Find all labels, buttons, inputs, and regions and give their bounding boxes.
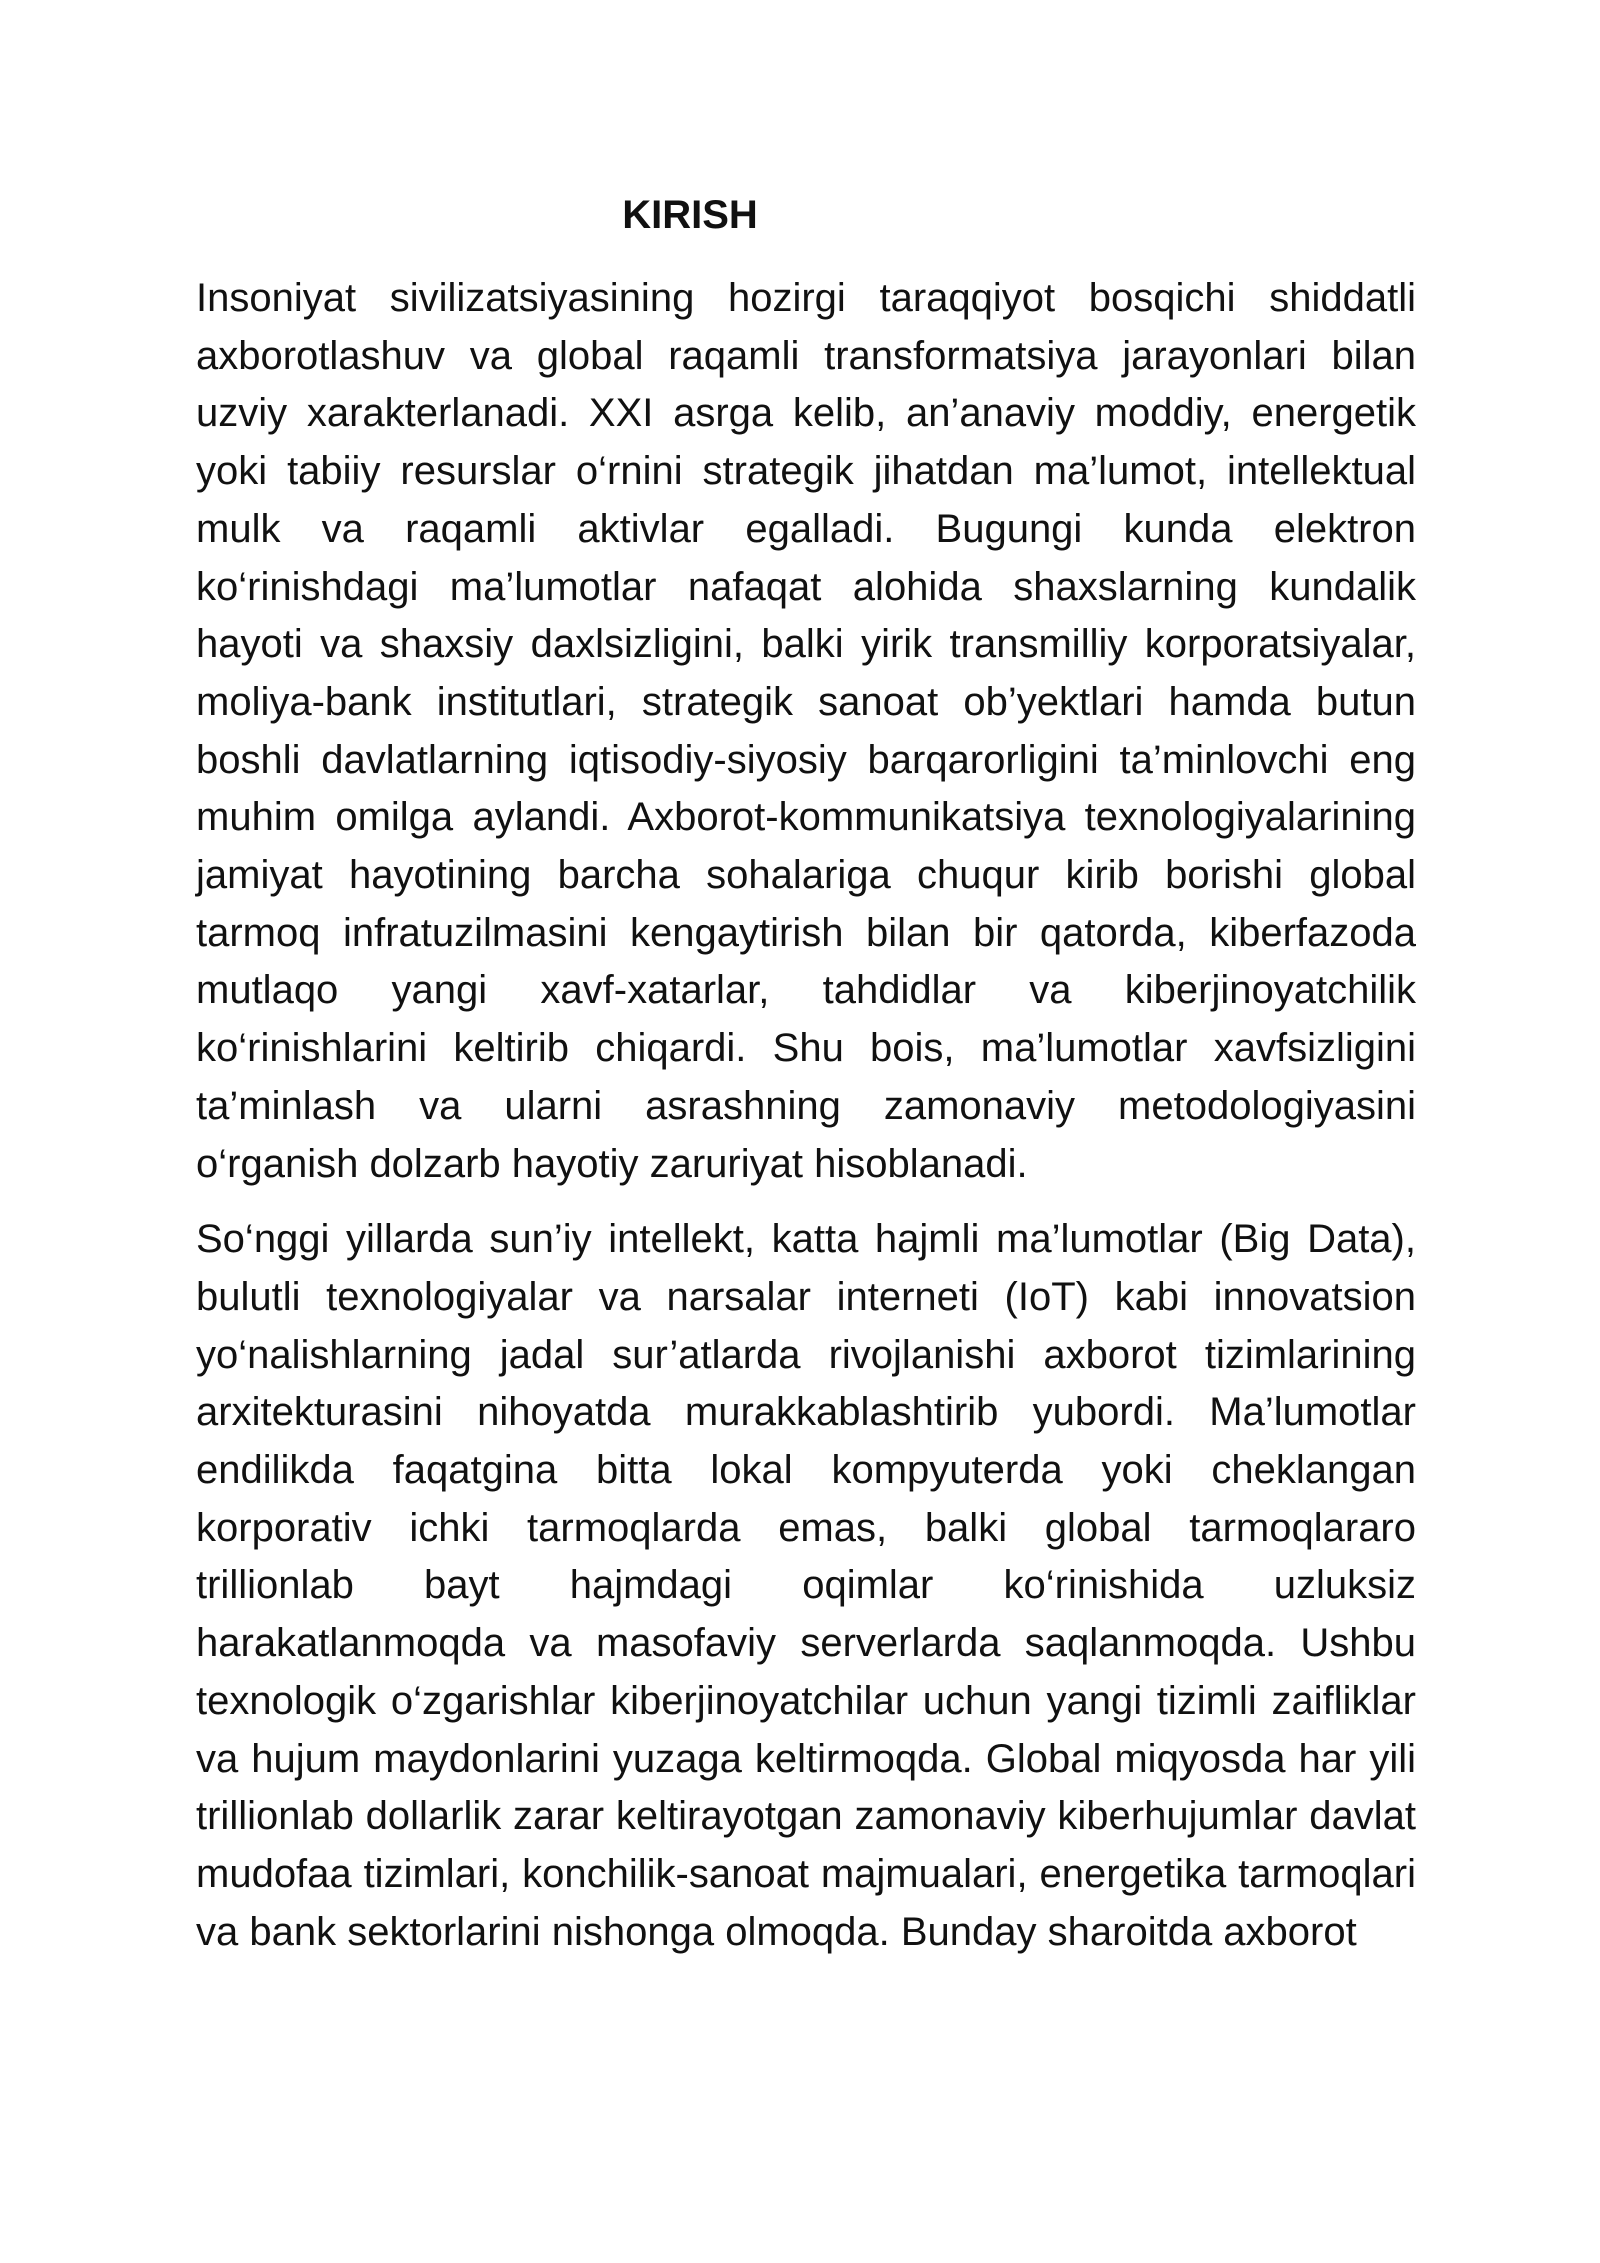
page-title: KIRISH (622, 193, 758, 237)
paragraph-1: Insoniyat sivilizatsiyasining hozirgi taraqqiyot bosqichi shiddatli axborotlashuv va global raqamli transformatsiya jarayonlari bilan uzviy xarakterlanadi. XXI asrga kelib, an’anaviy moddiy, energetik yoki tabiiy resurslar o‘rnini strategik jihatdan ma’lumot, intellektual mulk va raqamli aktivlar egalladi. Bugungi kunda elektron ko‘rinishdagi ma’lumotlar nafaqat alohida shaxslarning kundalik hayoti va shaxsiy daxlsizligini, balki yirik transmilliy korporatsiyalar, moliya-bank institutlari, strategik sanoat ob’yektlari hamda butun boshli davlatlarning iqtisodiy-siyosiy barqarorligini ta’minlovchi eng muhim omilga aylandi. Axborot-kommunikatsiya texnologiyalarining jamiyat hayotining barcha sohalariga chuqur kirib borishi global tarmoq infratuzilmasini kengaytirish bilan bir qatorda, kiberfazoda mutlaqo yangi xavf-xatarlar, tahdidlar va kiberjinoyatchilik ko‘rinishlarini keltirib chiqardi. Shu bois, ma’lumotlar xavfsizligini ta’minlash va ularni asrashning zamonaviy metodologiyasini o‘rganish dolzarb hayotiy zaruriyat hisoblanadi. (196, 276, 1416, 1186)
paragraph-2: So‘nggi yillarda sun’iy intellekt, katta hajmli ma’lumotlar (Big Data), bulutli texnologiyalar va narsalar interneti (IoT) kabi innovatsion yo‘nalishlarning jadal sur’atlarda rivojlanishi axborot tizimlarining arxitekturasini nihoyatda murakkablashtirib yubordi. Ma’lumotlar endilikda faqatgina bitta lokal kompyuterda yoki cheklangan korporativ ichki tarmoqlarda emas, balki global tarmoqlararo trillionlab bayt hajmdagi oqimlar ko‘rinishida uzluksiz harakatlanmoqda va masofaviy serverlarda saqlanmoqda. Ushbu texnologik o‘zgarishlar kiberjinoyatchilar uchun yangi tizimli zaifliklar va hujum maydonlarini yuzaga keltirmoqda. Global miqyosda har yili trillionlab dollarlik zarar keltirayotgan zamonaviy kiberhujumlar davlat mudofaa tizimlari, konchilik-sanoat majmualari, energetika tarmoqlari va bank sektorlarini nishonga olmoqda. Bunday sharoitda axborot (196, 1217, 1416, 1954)
document-body (196, 270, 1416, 1961)
